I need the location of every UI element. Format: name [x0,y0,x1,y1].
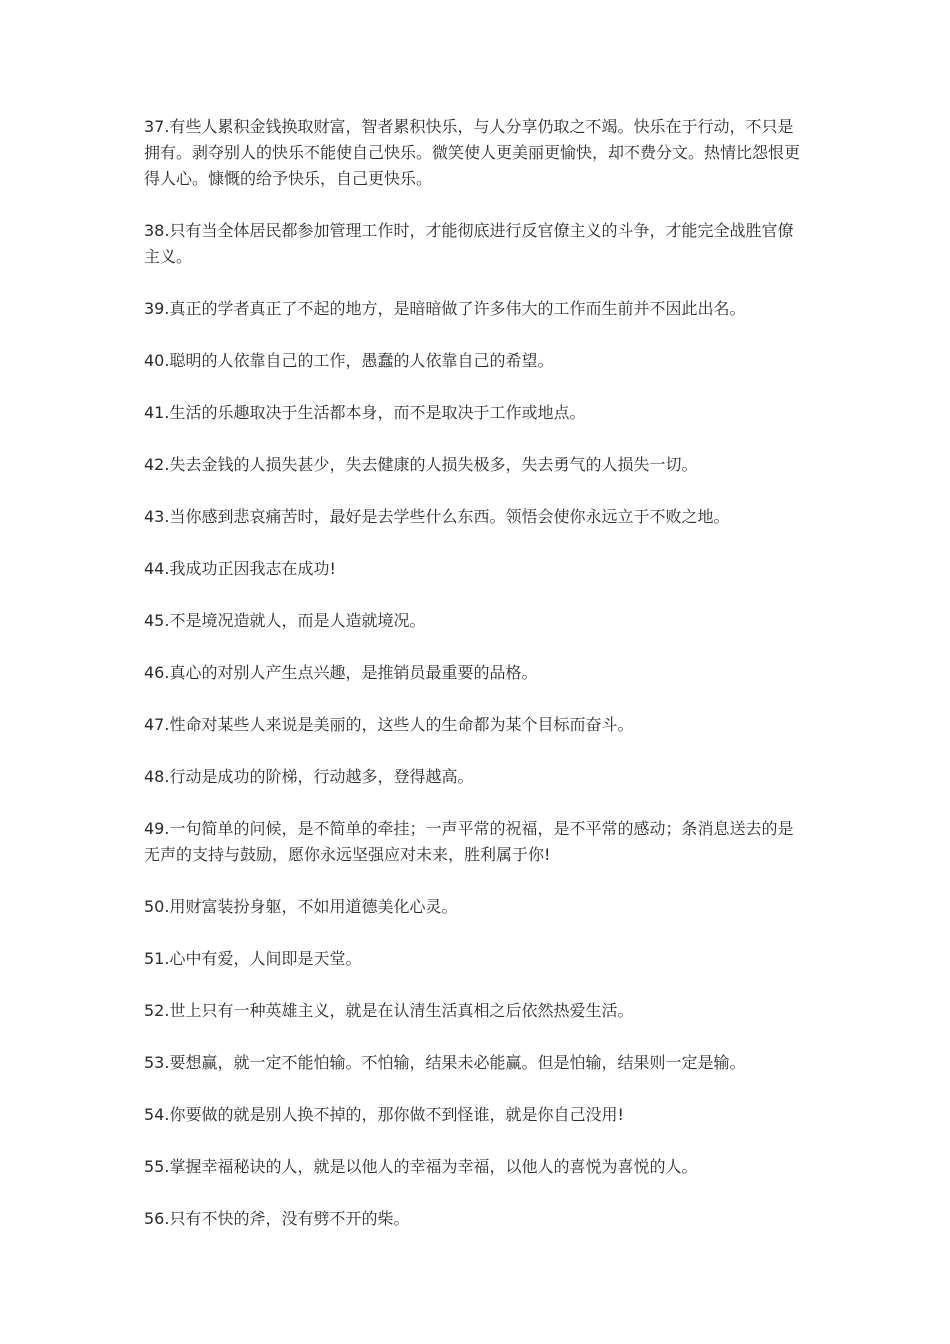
paragraph-54: 54.你要做的就是别人换不掉的，那你做不到怪谁，就是你自己没用! [144,1105,624,1124]
paragraph-40: 40.聪明的人依靠自己的工作，愚蠢的人依靠自己的希望。 [144,351,554,370]
paragraph-45: 45.不是境况造就人，而是人造就境况。 [144,611,426,630]
paragraph-48: 48.行动是成功的阶梯，行动越多，登得越高。 [144,767,474,786]
paragraph-52: 52.世上只有一种英雄主义，就是在认清生活真相之后依然热爱生活。 [144,1001,634,1020]
document-body [144,114,808,1258]
paragraph-39: 39.真正的学者真正了不起的地方，是暗暗做了许多伟大的工作而生前并不因此出名。 [144,299,746,318]
paragraph-43: 43.当你感到悲哀痛苦时，最好是去学些什么东西。领悟会使你永远立于不败之地。 [144,507,730,526]
paragraph-44: 44.我成功正因我志在成功! [144,559,336,578]
paragraph-51: 51.心中有爱，人间即是天堂。 [144,949,362,968]
paragraph-38: 38.只有当全体居民都参加管理工作时，才能彻底进行反官僚主义的斗争，才能完全战胜官僚主义。 [144,221,794,266]
paragraph-55: 55.掌握幸福秘诀的人，就是以他人的幸福为幸福，以他人的喜悦为喜悦的人。 [144,1157,698,1176]
paragraph-47: 47.性命对某些人来说是美丽的，这些人的生命都为某个目标而奋斗。 [144,715,634,734]
paragraph-49: 49.一句简单的问候，是不简单的牵挂；一声平常的祝福，是不平常的感动；条消息送去的是无声的支持与鼓励，愿你永远坚强应对未来，胜利属于你! [144,819,794,864]
paragraph-56: 56.只有不快的斧，没有劈不开的柴。 [144,1209,410,1228]
paragraph-50: 50.用财富装扮身躯，不如用道德美化心灵。 [144,897,458,916]
paragraph-46: 46.真心的对别人产生点兴趣，是推销员最重要的品格。 [144,663,538,682]
paragraph-37: 37.有些人累积金钱换取财富，智者累积快乐，与人分享仍取之不竭。快乐在于行动，不只是拥有。剥夺别人的快乐不能使自己快乐。微笑使人更美丽更愉快，却不费分文。热情比怨恨更得人心。慷慨的给予快乐，自己更快乐。 [144,117,801,188]
paragraph-41: 41.生活的乐趣取决于生活都本身，而不是取决于工作或地点。 [144,403,586,422]
paragraph-42: 42.失去金钱的人损失甚少，失去健康的人损失极多，失去勇气的人损失一切。 [144,455,698,474]
paragraph-53: 53.要想赢，就一定不能怕输。不怕输，结果未必能赢。但是怕输，结果则一定是输。 [144,1053,746,1072]
